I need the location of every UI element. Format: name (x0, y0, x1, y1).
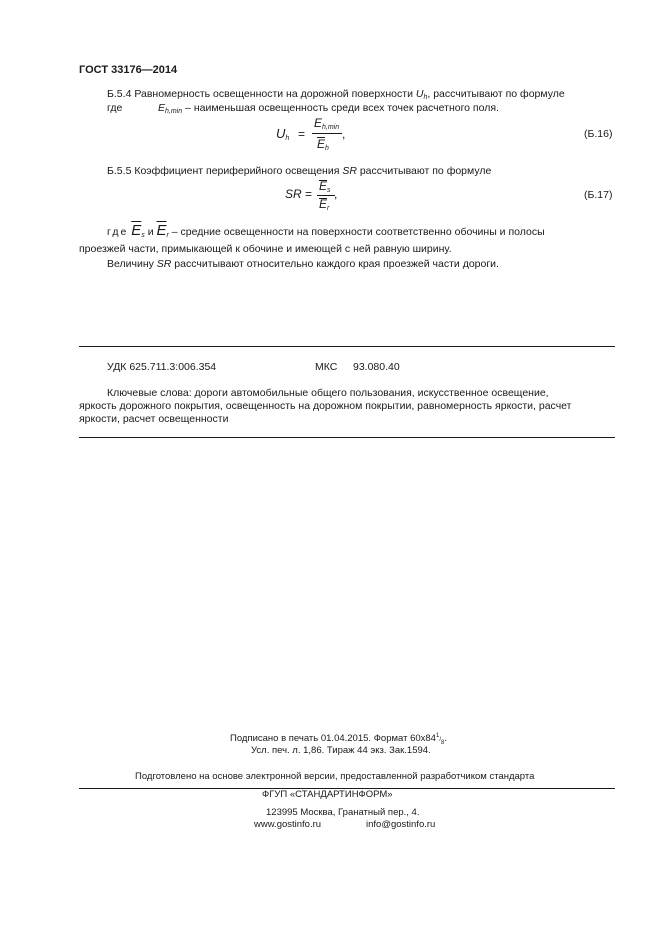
symbol-e-sub: h,min (165, 108, 183, 115)
b54-text-c: – наименьшая освещенность среди всех точек расчетного поля. (182, 102, 499, 114)
imprint-line-1: Подписано в печать 01.04.2015. Формат $60х84^1/_8$. (230, 733, 447, 747)
formula-b16-lhs: $U_h$ (276, 126, 290, 142)
formula-b17-number: (Б.17) (584, 189, 613, 201)
formula-b17-denominator: $E_r$ (319, 197, 330, 212)
publisher-email[interactable]: info@gostinfo.ru (366, 819, 436, 830)
symbol-es-sub: s (141, 232, 145, 239)
b55-text-b: рассчитывают по формуле (356, 165, 492, 177)
mks-value: 93.080.40 (353, 361, 400, 373)
b54-where-line (107, 102, 122, 114)
and-word: и (147, 226, 154, 238)
formula-b16-eq: = (298, 127, 306, 141)
formula-b17-numerator: $E_s$ (319, 179, 331, 194)
formula-b16-bar (312, 133, 342, 134)
keywords-line-3: яркости, расчет освещенности (79, 413, 229, 425)
publisher-address: 123995 Москва, Гранатный пер., 4. (266, 807, 420, 818)
symbol-er-sub: r (166, 232, 169, 239)
keywords-line-1: Ключевые слова: дороги автомобильные общего пользования, искусственное освещение, (107, 387, 549, 399)
imprint-line-3: Подготовлено на основе электронной версии, предоставленной разработчиком стандарта (135, 771, 535, 782)
paragraph-b54 (107, 88, 565, 101)
keywords-line-2: яркость дорожного покрытия, освещенность на дорожном покрытии, равномерность яркости, расчет (79, 400, 572, 412)
b55-sr-note: Величину SR рассчитывают относительно каждого края проезжей части дороги. (107, 258, 499, 270)
formula-b17-lhs: SR (285, 187, 302, 201)
b54-text-a: Б.5.4 Равномерность освещенности на дорожной поверхности (107, 88, 416, 100)
where-label: где (107, 102, 123, 114)
b54-definition (158, 102, 499, 115)
formula-b16-denominator: $E_h$ (317, 137, 329, 152)
b55-definition (107, 222, 545, 239)
formula-b16-number: (Б.16) (584, 128, 613, 140)
document-code: ГОСТ 33176—2014 (79, 64, 178, 76)
paragraph-b55 (107, 165, 491, 177)
b55-text-a: Б.5.5 Коэффициент периферийного освещения (107, 165, 343, 177)
mks-label: МКС (315, 361, 338, 373)
symbol-er: $\overline{E}$ (156, 222, 167, 239)
symbol-sr: SR (342, 165, 357, 177)
b55-where: где (107, 226, 129, 238)
b55-text-d: проезжей части, примыкающей к обочине и имеющей с ней равную ширину. (79, 243, 452, 255)
formula-b17-bar (317, 195, 335, 196)
symbol-u-sub: h (423, 94, 428, 101)
formula-b16-comma: , (342, 127, 346, 141)
symbol-e: E (158, 102, 166, 114)
symbol-u: U (415, 88, 424, 100)
publisher-name: ФГУП «СТАНДАРТИНФОРМ» (262, 789, 393, 800)
b55-text-c: – средние освещенности на поверхности соответственно обочины и полосы (168, 226, 545, 238)
divider-top (79, 346, 615, 347)
imprint-line-2: Усл. печ. л. 1,86. Тираж 44 экз. Зак.1594. (251, 745, 431, 756)
symbol-es: $\overline{E}$ (131, 222, 142, 239)
publisher-website[interactable]: www.gostinfo.ru (254, 819, 322, 830)
formula-b17-eq: = (305, 187, 313, 201)
b54-text-b: , рассчитывают по формуле (427, 88, 565, 100)
udk-code: УДК 625.711.3:006.354 (107, 361, 217, 373)
formula-b17-comma: , (334, 187, 338, 201)
divider-bottom (79, 437, 615, 438)
formula-b16-numerator: $E_{h,min}$ (314, 116, 340, 131)
